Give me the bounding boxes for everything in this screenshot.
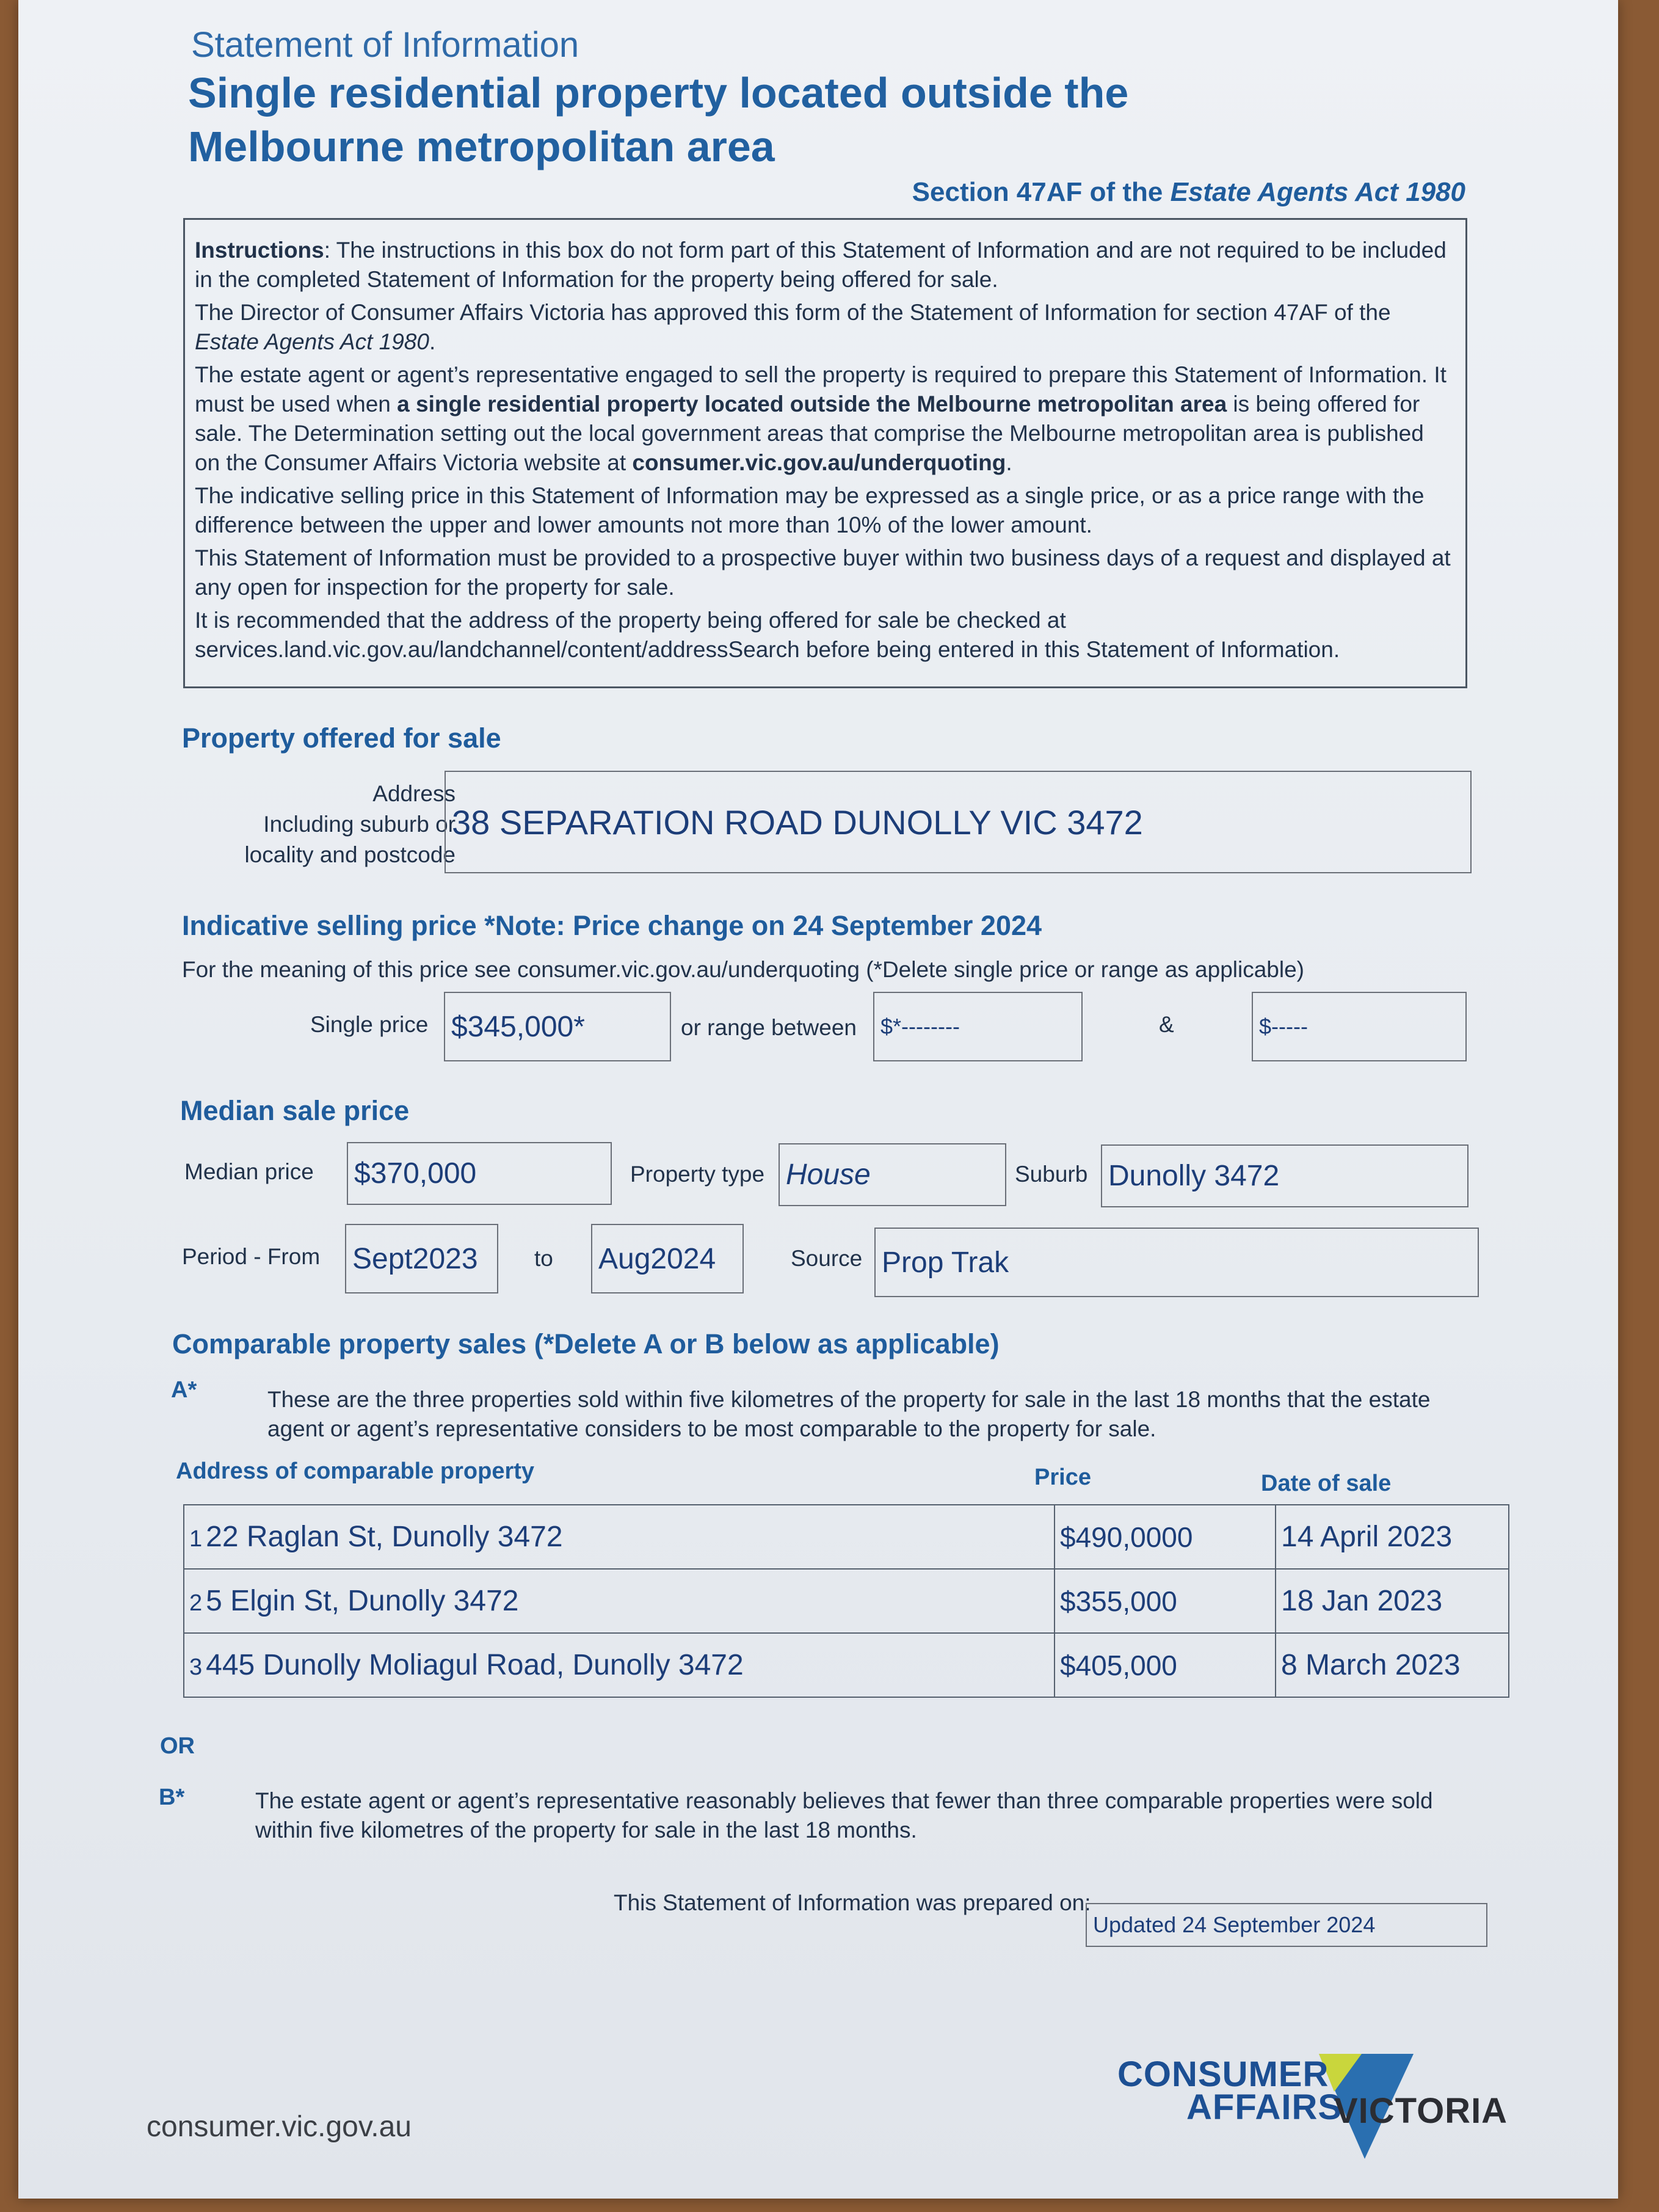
logo-line-3: VICTORIA	[1334, 2091, 1508, 2131]
instructions-link-underquoting: consumer.vic.gov.au/underquoting	[632, 450, 1006, 475]
range-high-field[interactable]: $-----	[1252, 992, 1467, 1061]
address-label-line-1: Address	[372, 781, 456, 806]
comparable-date-cell[interactable]: 18 Jan 2023	[1276, 1569, 1509, 1633]
comparable-price-cell[interactable]: $490,0000	[1055, 1505, 1276, 1569]
comparable-address-cell[interactable]	[184, 1505, 1055, 1569]
indicative-heading: Indicative selling price *Note: Price change on 24 September 2024	[182, 910, 1042, 941]
address-label-line-3: locality and postcode	[244, 842, 456, 867]
instructions-text-3c: is being offered for sale. The Determination setting out the local government areas that comprise the Melbourne metropolitan area is published on the Consumer Affairs Victoria website at	[195, 391, 1424, 475]
row-number: 3	[189, 1654, 203, 1680]
comparable-heading: Comparable property sales (*Delete A or B below as applicable)	[172, 1328, 1000, 1359]
period-from-field[interactable]: Sept2023	[345, 1224, 498, 1293]
source-label: Source	[791, 1246, 863, 1271]
option-b-text: The estate agent or agent’s representative reasonably believes that fewer than three comparable properties were sold within five kilometres of the property for sale in the last 18 months.	[255, 1788, 1433, 1843]
instructions-text-1: : The instructions in this box do not form part of this Statement of Information and are not required to be included in the completed Statement of Information for the property being offered for sale.	[195, 238, 1447, 292]
comparable-address-cell[interactable]	[184, 1633, 1055, 1697]
property-heading: Property offered for sale	[182, 722, 501, 754]
comparable-address: 445 Dunolly Moliagul Road, Dunolly 3472	[206, 1649, 744, 1681]
median-heading: Median sale price	[180, 1095, 410, 1126]
section-reference	[629, 177, 1465, 208]
section-prefix: Section 47AF of the	[912, 177, 1171, 207]
prepared-on-field[interactable]: Updated 24 September 2024	[1086, 1903, 1487, 1947]
address-label-line-2: Including suburb or	[263, 812, 456, 837]
title-line-1: Single residential property located outside the	[188, 69, 1129, 117]
logo-line-1: CONSUMER	[1117, 2054, 1329, 2094]
title-line-2: Melbourne metropolitan area	[188, 123, 775, 170]
footer-website: consumer.vic.gov.au	[147, 2111, 412, 2143]
comparable-address-cell[interactable]	[184, 1569, 1055, 1633]
section-act: Estate Agents Act 1980	[1170, 177, 1465, 207]
range-ampersand: &	[1159, 1012, 1174, 1037]
col-address-header: Address of comparable property	[176, 1458, 535, 1484]
range-low-field[interactable]: $*--------	[873, 992, 1083, 1061]
prepared-on-label: This Statement of Information was prepared on:	[614, 1890, 1091, 1915]
instructions-text-2: The Director of Consumer Affairs Victoria has approved this form of the Statement of Information for section 47AF of the	[195, 300, 1391, 325]
property-type-label: Property type	[630, 1162, 765, 1187]
comparable-address: 5 Elgin St, Dunolly 3472	[206, 1585, 519, 1617]
document-eyebrow: Statement of Information	[191, 25, 579, 65]
source-field[interactable]: Prop Trak	[874, 1228, 1479, 1297]
indicative-note: For the meaning of this price see consumer.vic.gov.au/underquoting (*Delete single price or range as applicable)	[182, 957, 1305, 982]
instructions-para-5: This Statement of Information must be provided to a prospective buyer within two business days of a request and displayed at any open for inspection for the property for sale.	[195, 545, 1451, 600]
consumer-affairs-victoria-logo	[1117, 2049, 1533, 2165]
comparable-date-cell[interactable]: 14 April 2023	[1276, 1505, 1509, 1569]
comparable-address: 22 Raglan St, Dunolly 3472	[206, 1521, 563, 1553]
single-price-field[interactable]: $345,000*	[444, 992, 671, 1061]
option-a-marker: A*	[171, 1377, 197, 1403]
instructions-label: Instructions	[195, 238, 324, 263]
median-price-field[interactable]: $370,000	[347, 1142, 612, 1205]
comparable-date-cell[interactable]: 8 March 2023	[1276, 1633, 1509, 1697]
instructions-text-2-end: .	[429, 329, 436, 354]
median-price-label: Median price	[184, 1159, 314, 1184]
single-price-label: Single price	[310, 1012, 429, 1037]
option-b-marker: B*	[159, 1785, 185, 1810]
comparable-price-cell[interactable]: $355,000	[1055, 1569, 1276, 1633]
row-number: 1	[189, 1526, 203, 1552]
property-type-field[interactable]: House	[779, 1143, 1006, 1206]
address-field[interactable]: 38 SEPARATION ROAD DUNOLLY VIC 3472	[445, 771, 1472, 873]
row-number: 2	[189, 1590, 203, 1616]
address-label	[199, 779, 456, 870]
table-row	[184, 1633, 1509, 1697]
col-price-header: Price	[1034, 1464, 1091, 1490]
period-to-label: to	[534, 1246, 553, 1271]
period-to-field[interactable]: Aug2024	[591, 1224, 744, 1293]
instructions-para-1	[195, 236, 1452, 294]
instructions-para-4: The indicative selling price in this Statement of Information may be expressed as a single price, or as a price range with the difference between the upper and lower amounts not more than 10% of the lower amount.	[195, 483, 1425, 537]
instructions-text-3e: .	[1006, 450, 1012, 475]
document-title	[188, 66, 1531, 173]
period-from-label: Period - From	[182, 1244, 321, 1269]
table-row	[184, 1569, 1509, 1633]
or-label: OR	[160, 1733, 195, 1759]
table-row	[184, 1505, 1509, 1569]
instructions-text-3b: a single residential property located outside the Melbourne metropolitan area	[397, 391, 1227, 417]
instructions-act: Estate Agents Act 1980	[195, 329, 429, 354]
document-page	[18, 0, 1618, 2199]
range-label: or range between	[681, 1015, 857, 1040]
instructions-para-2	[195, 298, 1452, 357]
instructions-para-6: It is recommended that the address of the property being offered for sale be checked at services.land.vic.gov.au/landchannel/content/addressSearch before being entered in this Statement of Information.	[195, 608, 1340, 662]
comparable-price-cell[interactable]: $405,000	[1055, 1633, 1276, 1697]
col-date-header: Date of sale	[1261, 1471, 1392, 1496]
suburb-field[interactable]: Dunolly 3472	[1101, 1144, 1468, 1207]
instructions-box	[183, 218, 1467, 688]
instructions-text-3a: The estate agent or agent’s representative engaged to sell the property is required to prepare this Statement of Information. It must be used when	[195, 362, 1447, 417]
instructions-para-3	[195, 360, 1452, 478]
comparable-sales-table	[183, 1504, 1509, 1698]
suburb-label: Suburb	[1015, 1162, 1088, 1187]
logo-line-2: AFFAIRS	[1186, 2087, 1343, 2127]
option-a-text: These are the three properties sold within five kilometres of the property for sale in the last 18 months that the estate agent or agent’s representative considers to be most comparable to the property for sale.	[267, 1387, 1431, 1441]
